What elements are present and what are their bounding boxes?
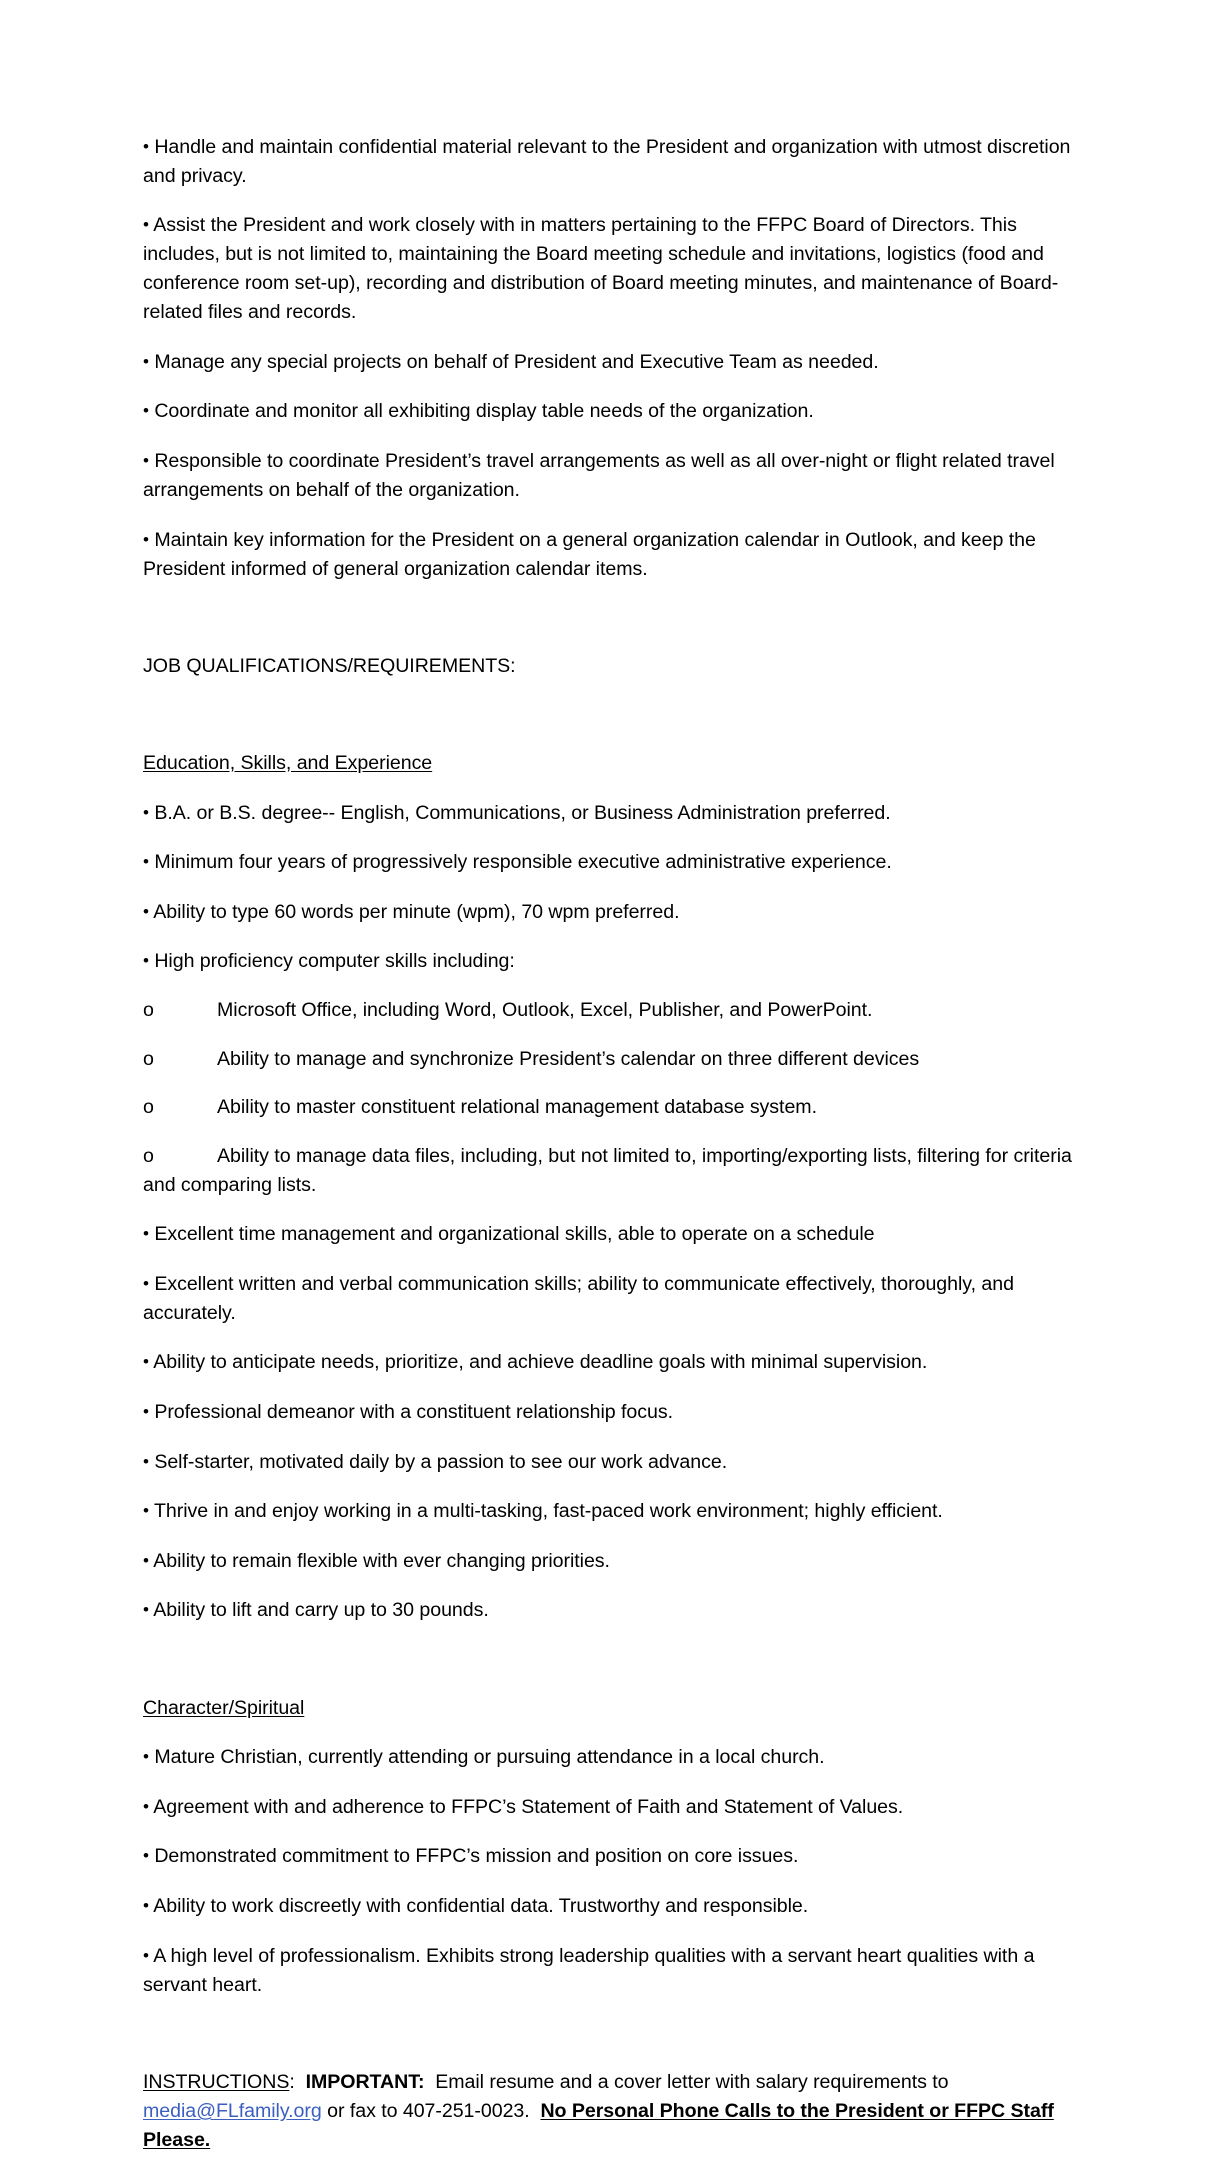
list-item-text: A high level of professionalism. Exhibits strong leadership qualities with a servant heart qualities with a servant heart.: [143, 1944, 1035, 1996]
important-colon: :: [417, 2070, 425, 2093]
bullet-icon: •: [143, 1402, 149, 1422]
bullet-icon: •: [143, 1224, 149, 1244]
instructions-label-colon: :: [289, 2070, 295, 2093]
list-item: [143, 1841, 1078, 1871]
instructions-body-after-link: or fax to 407-251-0023.: [327, 2099, 530, 2122]
list-item-text: Ability to lift and carry up to 30 pounds.: [153, 1599, 489, 1622]
list-item-text: Agreement with and adherence to FFPC’s Statement of Faith and Statement of Values.: [153, 1795, 904, 1818]
list-item: [143, 1496, 1078, 1526]
paragraph-spacer: [143, 2019, 1078, 2048]
instructions-label: INSTRUCTIONS: [143, 2070, 290, 2093]
list-item-text: Excellent time management and organizational skills, able to operate on a schedule: [154, 1223, 875, 1246]
sub-list-item-text: Ability to manage data files, including, but not limited to, importing/exporting lists, filtering for criteria and comparing lists.: [143, 1144, 1072, 1196]
email-link[interactable]: media@FLfamily.org: [143, 2099, 322, 2122]
list-item-text: Demonstrated commitment to FFPC’s mission and position on core issues.: [154, 1845, 799, 1868]
list-item: [143, 1941, 1078, 2000]
bullet-icon: •: [143, 351, 149, 371]
bullet-icon: •: [143, 215, 149, 235]
sub-list-item: [143, 1093, 1078, 1122]
sub-bullet-icon: o: [143, 998, 154, 1021]
no-phone-calls-notice: No Personal Phone Calls to the President or FFPC Staff Please.: [143, 2099, 1054, 2151]
list-item-text: Ability to anticipate needs, prioritize, and achieve deadline goals with minimal supervision.: [153, 1351, 928, 1374]
bullet-icon: •: [143, 1352, 149, 1372]
list-item: [143, 1219, 1078, 1249]
sub-list-item-text: Ability to manage and synchronize President’s calendar on three different devices: [217, 1047, 920, 1070]
sub-bullet-icon: o: [143, 1096, 154, 1119]
bullet-icon: •: [143, 1273, 149, 1293]
duties-list: [143, 132, 1078, 584]
list-item: [143, 446, 1078, 505]
education-list-continued: [143, 1219, 1078, 1625]
bullet-icon: •: [143, 1846, 149, 1866]
list-item: [143, 396, 1078, 426]
important-label: IMPORTANT: [305, 2070, 418, 2093]
list-item-text: Thrive in and enjoy working in a multi-tasking, fast-paced work environment; highly efficient.: [153, 1500, 943, 1523]
bullet-icon: •: [143, 802, 149, 822]
bullet-icon: •: [143, 1896, 149, 1915]
bullet-icon: •: [143, 1451, 149, 1471]
list-item: [143, 1447, 1078, 1477]
bullet-icon: •: [143, 1600, 149, 1620]
list-item-text: Maintain key information for the President on a general organization calendar in Outlook, and keep the President informed of general organization calendar items.: [143, 528, 1036, 580]
sub-list-item: [143, 996, 1078, 1025]
sub-list-item: [143, 1045, 1078, 1074]
list-item: [143, 525, 1078, 584]
bullet-icon: •: [143, 401, 149, 421]
bullet-icon: •: [143, 1945, 149, 1965]
sub-bullet-icon: o: [143, 1144, 154, 1167]
bullet-icon: •: [143, 136, 149, 156]
list-item: [143, 1891, 1078, 1921]
document-body: [143, 112, 1078, 2174]
list-item-text: Handle and maintain confidential material relevant to the President and organization with utmost discretion and privacy.: [143, 135, 1071, 187]
education-list: [143, 798, 1078, 977]
list-item-text: Coordinate and monitor all exhibiting display table needs of the organization.: [154, 400, 814, 423]
list-item-text: High proficiency computer skills including:: [154, 950, 515, 973]
list-item-text: Self-starter, motivated daily by a passion to see our work advance.: [154, 1450, 728, 1473]
list-item-text: Minimum four years of progressively responsible executive administrative experience.: [154, 851, 892, 874]
list-item: [143, 347, 1078, 377]
list-item: [143, 210, 1078, 327]
list-item-text: Professional demeanor with a constituent relationship focus.: [154, 1401, 674, 1424]
paragraph-spacer: [143, 1645, 1078, 1674]
list-item-text: Ability to work discreetly with confidential data. Trustworthy and responsible.: [153, 1895, 809, 1917]
computer-skills-sublist: [143, 996, 1078, 1200]
instructions-body-before-link: Email resume and a cover letter with salary requirements to: [435, 2070, 949, 2093]
list-item: [143, 1397, 1078, 1427]
bullet-icon: •: [143, 1796, 149, 1816]
sub-list-item: [143, 1142, 1078, 1200]
bullet-icon: •: [143, 951, 149, 971]
bullet-icon: •: [143, 901, 149, 921]
bullet-icon: •: [143, 852, 149, 872]
list-item: [143, 1742, 1078, 1772]
list-item-text: Ability to type 60 words per minute (wpm), 70 wpm preferred.: [153, 900, 680, 923]
list-item: [143, 1546, 1078, 1576]
subsection-heading-education-text: Education, Skills, and Experience: [143, 751, 433, 774]
bullet-icon: •: [143, 1747, 149, 1767]
sub-bullet-icon: o: [143, 1047, 154, 1070]
subsection-heading-education: [143, 749, 1078, 778]
sub-list-item-text: Microsoft Office, including Word, Outlook, Excel, Publisher, and PowerPoint.: [217, 998, 873, 1021]
list-item-text: B.A. or B.S. degree-- English, Communications, or Business Administration preferred.: [154, 801, 891, 824]
bullet-icon: •: [143, 1501, 149, 1521]
list-item-text: Excellent written and verbal communication skills; ability to communicate effectively, thoroughly, and accurately.: [143, 1272, 1014, 1324]
list-item: [143, 897, 1078, 927]
list-item-text: Responsible to coordinate President’s travel arrangements as well as all over-night or flight related travel arrangements on behalf of the organization.: [143, 449, 1055, 501]
list-item: [143, 1792, 1078, 1822]
bullet-icon: •: [143, 450, 149, 470]
bullet-icon: •: [143, 1550, 149, 1570]
paragraph-spacer: [143, 603, 1078, 632]
list-item-text: Mature Christian, currently attending or pursuing attendance in a local church.: [154, 1746, 825, 1769]
list-item: [143, 798, 1078, 828]
paragraph-spacer: [143, 700, 1078, 729]
section-heading-qualifications: JOB QUALIFICATIONS/REQUIREMENTS:: [143, 654, 516, 677]
sub-list-item-text: Ability to master constituent relational management database system.: [217, 1096, 817, 1119]
character-list: [143, 1742, 1078, 1999]
list-item-text: Assist the President and work closely with in matters pertaining to the FFPC Board of Directors. This includes, but is not limited to, maintaining the Board meeting schedule and invitations, logistics (food and conference room set-up), recording and distribution of Board meeting minutes, and maintenance of Board-related files and records.: [143, 214, 1059, 324]
list-item: [143, 1595, 1078, 1625]
instructions-paragraph: [143, 2068, 1078, 2155]
list-item: [143, 946, 1078, 976]
list-item: [143, 132, 1078, 191]
list-item: [143, 1347, 1078, 1377]
list-item-text: Manage any special projects on behalf of President and Executive Team as needed.: [154, 350, 879, 373]
list-item-text: Ability to remain flexible with ever changing priorities.: [153, 1549, 610, 1572]
subsection-heading-character: [143, 1694, 1078, 1723]
subsection-heading-character-text: Character/Spiritual: [143, 1696, 305, 1719]
list-item: [143, 847, 1078, 877]
list-item: [143, 1269, 1078, 1328]
bullet-icon: •: [143, 529, 149, 549]
